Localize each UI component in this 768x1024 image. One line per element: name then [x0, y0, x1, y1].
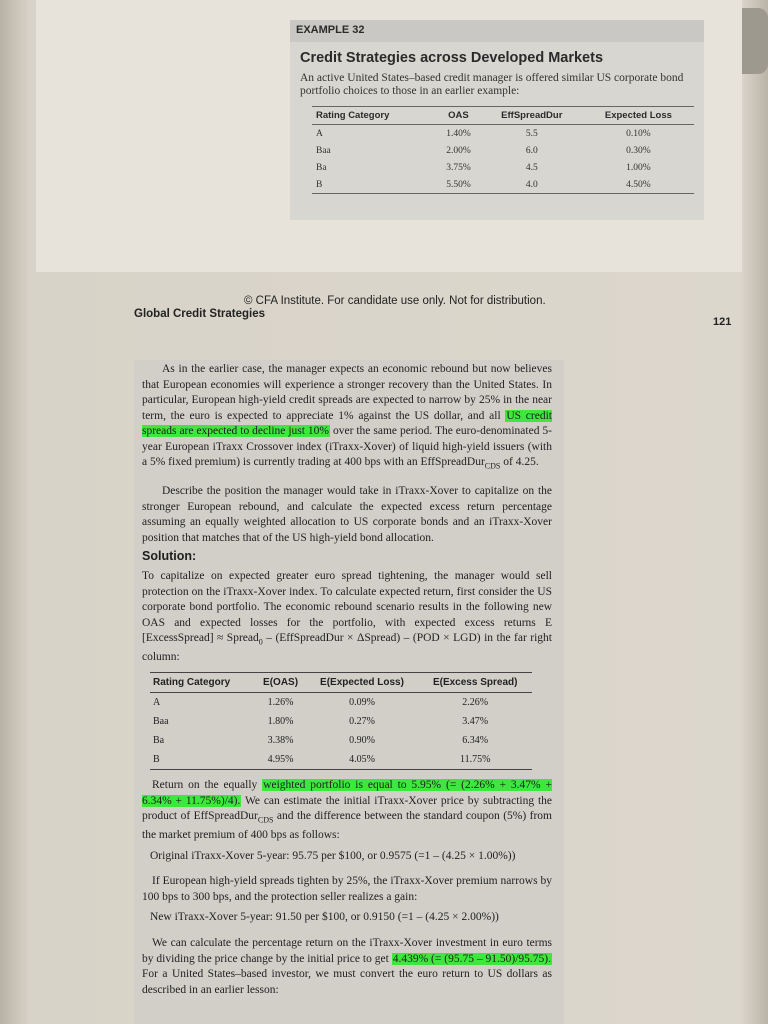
solution-heading: Solution: [142, 549, 197, 563]
paragraph-spread-tighten: If European high-yield spreads tighten by 25%, the iTraxx-Xover premium narrows by 100 bps to 300 bps, and the protection seller realizes a gain: [142, 875, 552, 903]
subscript: 0 [258, 637, 263, 647]
running-head: Global Credit Strategies [134, 308, 266, 320]
table-row [312, 159, 694, 176]
table-header-row [312, 107, 694, 125]
formula-new-price: New iTraxx-Xover 5-year: 91.50 per $100, or 0.9150 (=1 – (4.25 × 2.00%)) [150, 911, 499, 923]
table-cell: 1.40% [446, 128, 471, 139]
table-row [150, 693, 532, 713]
table-cell: Baa [153, 716, 169, 727]
paragraph-percentage-return [142, 936, 552, 998]
paragraph-solution [142, 569, 552, 665]
table-cell: 2.00% [446, 145, 471, 156]
text-run: We can estimate the initial iTraxx-Xover price by subtracting the product of EffSpreadDur [142, 794, 552, 822]
table-cell: 1.00% [626, 162, 651, 173]
paragraph-scenario [142, 362, 552, 474]
table-cell: 4.0 [481, 176, 583, 194]
table-cell: 4.05% [306, 750, 419, 770]
column-header: E(Excess Spread) [418, 673, 532, 693]
table-row [312, 176, 694, 194]
example-header [290, 20, 704, 42]
table-cell: 0.90% [349, 735, 375, 746]
table-row [312, 125, 694, 143]
text-run: over the same period. The euro-denominated 5-year European iTraxx Crossover index (iTraxx-Xover) of liquid high-yield issuers (with a 5% fixed premium) is currently trading at 400 bps with an EffSpreadDur [142, 425, 553, 468]
table-row [150, 712, 532, 731]
paragraph-portfolio-return [142, 778, 552, 843]
table-cell: B [312, 176, 436, 194]
page-number: 121 [713, 316, 732, 328]
table-row [150, 750, 532, 770]
table-cell: 0.27% [349, 716, 375, 727]
highlighted-text: weighted portfolio is equal to 5.95% (= (2.26% + 3.47% + 6.34% + 11.75%)/4). [142, 779, 552, 807]
table-cell: Ba [316, 162, 327, 173]
bond-portfolio-table [312, 106, 694, 194]
subscript: CDS [484, 461, 501, 471]
example-box [290, 20, 704, 220]
table-cell: 5.5 [525, 128, 538, 139]
table-header-row [150, 673, 532, 693]
table-cell: 1.80% [267, 716, 294, 727]
column-header: E(OAS) [256, 673, 306, 693]
table-cell: 4.50% [583, 176, 694, 194]
column-header: EffSpreadDur [481, 107, 583, 125]
table-cell: 1.26% [267, 697, 294, 708]
text-run: and the difference between the standard coupon (5%) from the market premium of 400 bps as follows: [142, 810, 552, 841]
paragraph-question: Describe the position the manager would take in iTraxx-Xover to capitalize on the stronger European rebound, and calculate the expected excess return percentage assuming an equally weighted allocation to US corporate bonds and an iTraxx-Xover position that matches that of the US high-yield bond allocation. [142, 485, 552, 544]
table-cell: 6.0 [525, 145, 538, 156]
table-cell: 6.34% [462, 735, 489, 746]
table-row [312, 142, 694, 159]
highlighted-text: US credit spreads are expected to decline just 10% [142, 409, 552, 437]
table-cell: 4.5 [525, 162, 538, 173]
expected-excess-spread-table [150, 672, 532, 770]
subscript: CDS [257, 815, 274, 825]
table-cell: 3.38% [267, 735, 294, 746]
table-cell: 3.47% [462, 716, 489, 727]
column-header: Expected Loss [583, 107, 694, 125]
text-run: Return on the equally [152, 779, 263, 791]
text-run: of 4.25. [500, 456, 539, 468]
column-header: Rating Category [150, 673, 256, 693]
table-cell: 0.09% [349, 697, 375, 708]
table-row [150, 731, 532, 750]
table-cell: A [316, 128, 323, 139]
text-run: For a United States–based investor, we must convert the euro return to US dollars as described in an earlier lesson: [142, 968, 552, 996]
table-cell: 0.30% [626, 145, 651, 156]
column-header: OAS [436, 107, 481, 125]
table-cell: 3.75% [446, 162, 471, 173]
table-cell: 11.75% [418, 750, 532, 770]
table-cell: 2.26% [462, 697, 489, 708]
formula-original-price: Original iTraxx-Xover 5-year: 95.75 per $100, or 0.9575 (=1 – (4.25 × 1.00%)) [150, 850, 516, 862]
text-run: – (EffSpreadDur × ΔSpread) – (POD × LGD) in the far right column: [142, 632, 552, 663]
column-header: Rating Category [312, 107, 436, 125]
text-run: We can calculate the percentage return on the iTraxx-Xover investment in euro terms by dividing the price change by the initial price to get [142, 937, 552, 965]
table-cell: 4.95% [256, 750, 306, 770]
previous-page [36, 0, 742, 272]
table-cell: 0.10% [626, 128, 651, 139]
example-intro: An active United States–based credit manager is offered similar US corporate bond portfolio choices to those in an earlier example: [300, 72, 684, 97]
example-title: Credit Strategies across Developed Markets [300, 50, 604, 66]
text-run: To capitalize on expected greater euro spread tightening, the manager would sell protection on the iTraxx-Xover index. To calculate expected return, first consider the US corporate bond portfolio. The economic rebound scenario results in the following new OAS and expected losses for the portfolio, with expected excess returns E [ExcessSpread] ≈ Spread [142, 570, 552, 644]
example-label: EXAMPLE 32 [296, 24, 365, 36]
table-cell: 5.50% [436, 176, 481, 194]
table-cell: Ba [153, 735, 165, 746]
table-cell: Baa [316, 145, 331, 156]
copyright-notice: © CFA Institute. For candidate use only. Not for distribution. [244, 295, 546, 307]
table-cell: B [150, 750, 256, 770]
table-cell: A [153, 697, 161, 708]
text-run: As in the earlier case, the manager expects an economic rebound but now believes that European economies will experience a stronger recovery than the United States. In particular, European high-yield credit spreads are expected to narrow by 25% in the near term, the euro is expected to appreciate 1% against the US dollar, and all [142, 363, 552, 422]
highlighted-text: 4.439% (= (95.75 – 91.50)/95.75). [392, 952, 551, 965]
column-header: E(Expected Loss) [306, 673, 419, 693]
